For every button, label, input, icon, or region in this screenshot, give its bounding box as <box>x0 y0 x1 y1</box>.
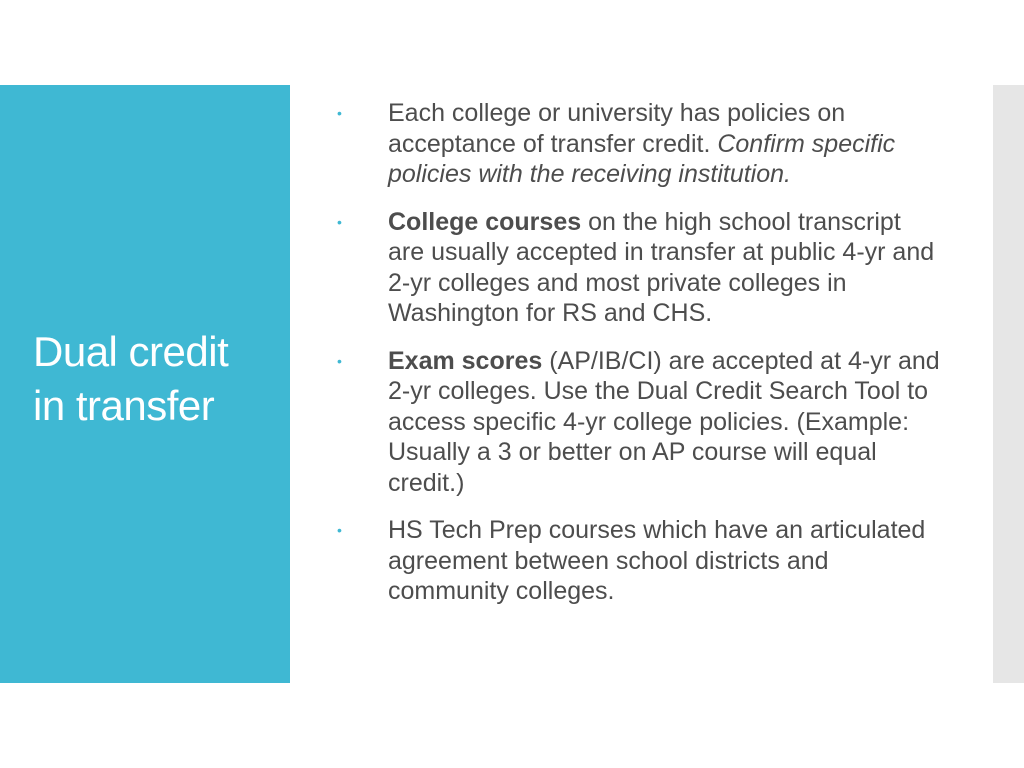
bullet-icon: • <box>337 105 342 121</box>
slide-title <box>33 325 283 433</box>
slide-title-line-1: Dual credit <box>33 328 229 375</box>
bullet-bold-text: Exam scores <box>388 346 543 375</box>
bullet-item-college-courses <box>330 207 940 329</box>
bullet-icon: • <box>337 522 342 538</box>
bullet-item-exam-scores <box>330 346 940 499</box>
bullet-icon: • <box>337 352 342 369</box>
bullet-item-transfer-policies <box>330 98 940 190</box>
bullet-text: Each college or university has policies on acceptance of transfer credit. <box>388 99 846 158</box>
bullet-list <box>330 98 940 624</box>
bullet-text: on the high school transcript are usually accepted in transfer at public 4-yr and 2-yr colleges and most private colleges in Washington for RS and CHS. <box>388 207 935 327</box>
bullet-text: (AP/IB/CI) are accepted at 4-yr and 2-yr colleges. Use the Dual Credit Search Tool to access specific 4-yr college policies. (Example: Usually a 3 or better on AP course will equal credit.) <box>388 346 940 497</box>
right-side-bar <box>993 85 1024 683</box>
bullet-italic-text: Confirm specific policies with the receiving institution. <box>388 129 896 188</box>
bullet-item-tech-prep <box>330 515 940 607</box>
bullet-bold-text: College courses <box>388 207 582 236</box>
bullet-text: HS Tech Prep courses which have an articulated agreement between school districts and community colleges. <box>388 516 926 605</box>
slide-title-line-2: in transfer <box>33 382 215 429</box>
bullet-icon: • <box>337 213 342 230</box>
